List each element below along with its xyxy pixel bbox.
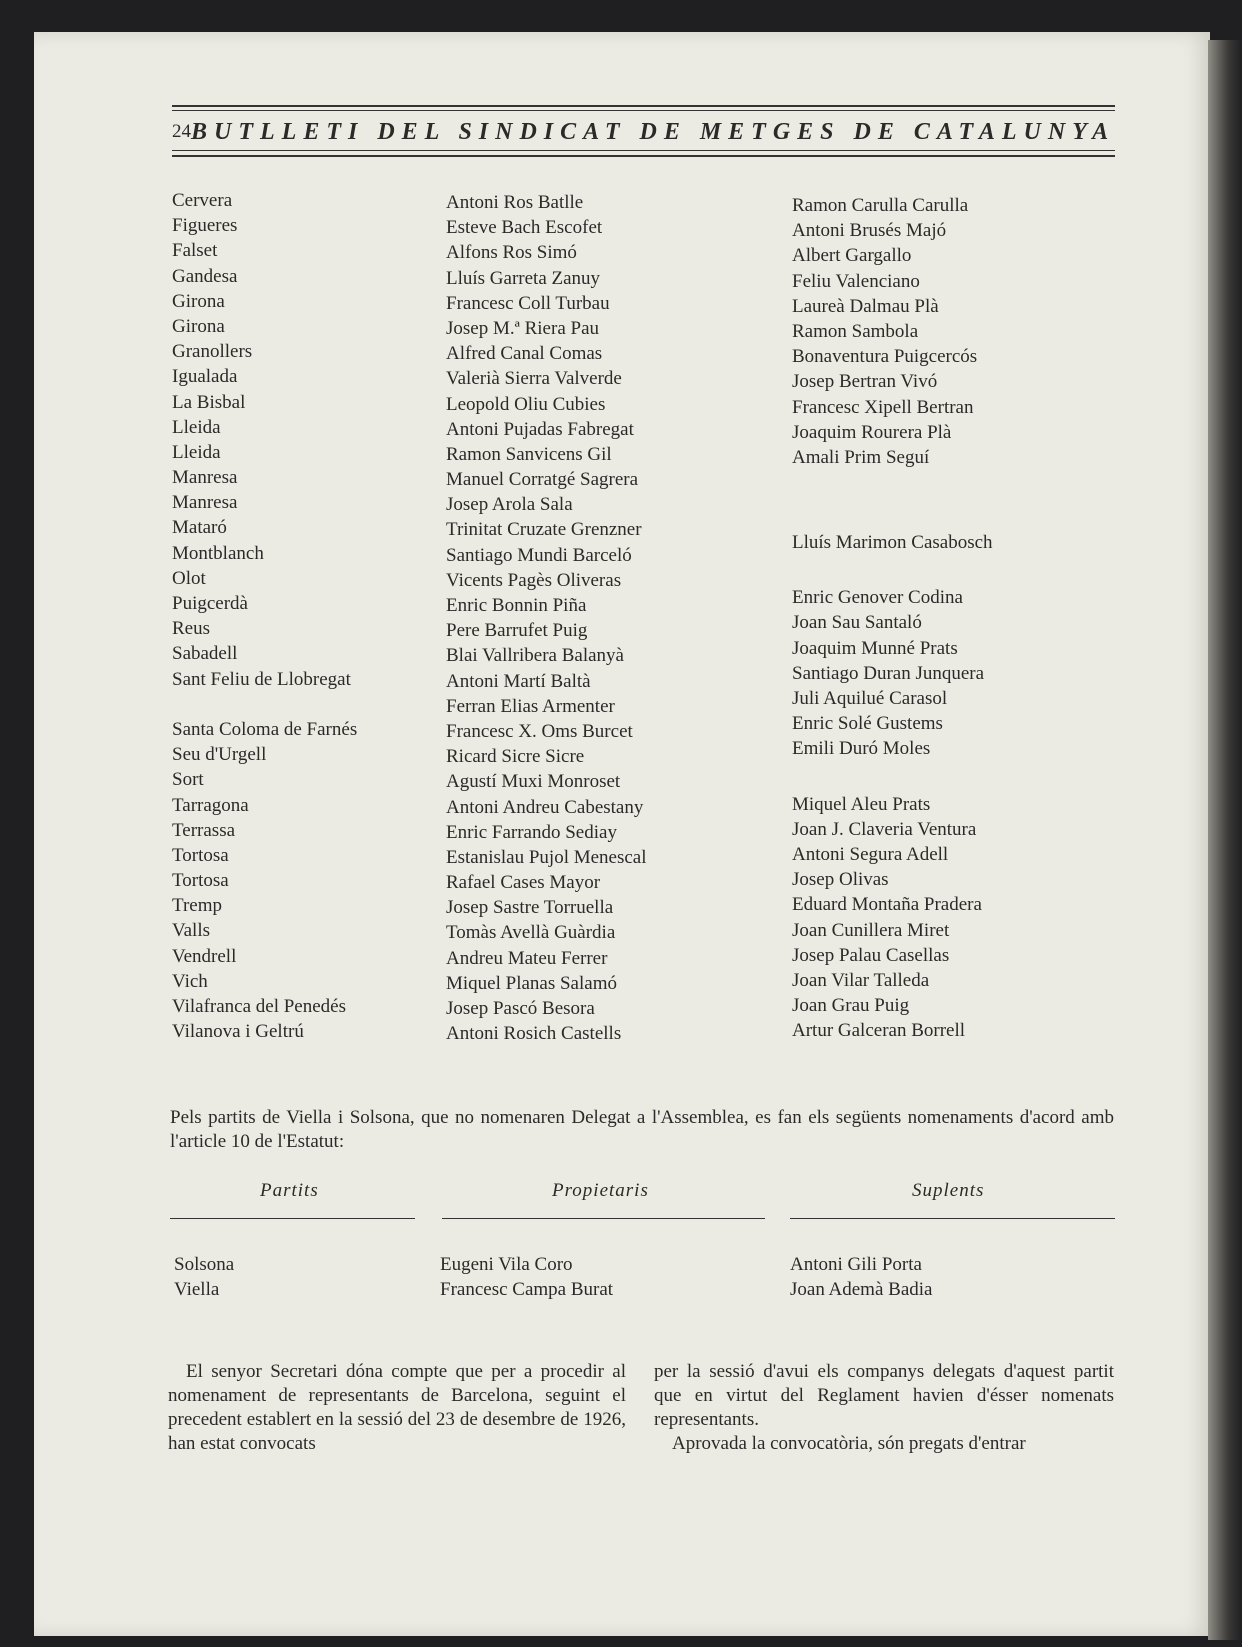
substitute-entry: Joan Sau Santaló [792,612,922,634]
owner-entry: Enric Farrando Sediay [446,821,617,843]
place-entry: Olot [172,567,206,589]
place-entry: Mataró [172,517,227,539]
blank-line [792,762,993,792]
owner-entry: Tomàs Avellà Guàrdia [446,922,616,944]
owner-entry: Agustí Muxi Monroset [446,771,621,793]
place-entry: Seu d'Urgell [172,744,267,766]
page-edge [1208,40,1242,1640]
substitute-entry: Ramon Sambola [792,320,919,342]
owner-entry: Esteve Bach Escofet [446,217,603,239]
owner-entry: Josep M.ª Riera Pau [446,317,600,339]
substitute-entry: Joaquim Rourera Plà [792,421,952,443]
place-entry: Vendrell [172,945,237,967]
closing-paragraph-left: El senyor Secretari dóna compte que per a procedir al nomenament de representants de Barcelona, seguint el precedent establert en la sessió del 23 de desembre de 1926, han estat convocats [168,1361,626,1454]
place-entry: Manresa [172,492,238,514]
table-header-partits: Partits [260,1180,319,1201]
place-entry: Vilanova i Geltrú [172,1021,304,1043]
table-cell: Francesc Campa Burat [440,1279,614,1300]
place-entry: Santa Coloma de Farnés [172,718,358,740]
owner-entry: Manuel Corratgé Sagrera [446,469,639,491]
owner-entry: Francesc Coll Turbau [446,292,610,314]
substitute-entry: Francesc Xipell Bertran [792,396,974,418]
substitute-entry: Albert Gargallo [792,245,912,267]
table-column-propietaris [440,1252,613,1302]
table-column-suplents [790,1252,932,1302]
substitute-entry: Antoni Brusés Majó [792,220,947,242]
place-entry: Sort [172,769,204,791]
substitute-entry: Enric Genover Codina [792,587,963,609]
owner-entry: Ferran Elias Armenter [446,695,615,717]
table-rule [790,1218,1115,1219]
owner-entry: Trinitat Cruzate Grenzner [446,519,642,541]
owner-entry: Josep Pascó Besora [446,998,595,1019]
place-entry: Vich [172,970,208,992]
blank-line [172,692,357,717]
substitute-entry: Santiago Duran Junquera [792,662,985,684]
owner-entry: Antoni Ros Batlle [446,192,584,213]
owner-entry: Francesc X. Oms Burcet [446,720,633,742]
place-entry: La Bisbal [172,391,246,413]
header-rule [172,105,1115,107]
header-rule [172,155,1115,157]
owner-entry: Vicents Pagès Oliveras [446,569,622,591]
header-rule [172,110,1115,111]
substitute-entry: Antoni Segura Adell [792,843,949,865]
place-entry: Figueres [172,215,238,237]
table-cell: Viella [174,1279,220,1300]
substitute-entry: Amali Prim Seguí [792,446,930,468]
owner-entry: Alfons Ros Simó [446,242,577,264]
substitute-entry: Laureà Dalmau Plà [792,295,939,317]
place-entry: Granollers [172,341,253,363]
owner-entry: Alfred Canal Comas [446,343,603,365]
table-rule [442,1218,765,1219]
substitute-entry: Ramon Carulla Carulla [792,195,969,216]
owner-entry: Ricard Sicre Sicre [446,746,585,768]
place-entry: Reus [172,618,210,640]
substitute-entry: Josep Bertran Vivó [792,371,938,393]
substitute-entry: Joan Vilar Talleda [792,969,930,991]
owner-entry: Lluís Garreta Zanuy [446,267,601,289]
place-entry: Valls [172,920,210,942]
substitute-entry: Feliu Valenciano [792,270,920,292]
owner-entry: Miquel Planas Salamó [446,972,617,994]
table-cell: Antoni Gili Porta [790,1254,922,1275]
substitute-entry: Josep Olivas [792,869,889,891]
places-column [172,188,357,1044]
closing-text: Aprovada la convocatòria, són pregats d'entrar [672,1433,1026,1454]
closing-paragraph-right [654,1360,1114,1456]
owner-entry: Antoni Rosich Castells [446,1023,622,1045]
substitute-entry: Josep Palau Casellas [792,944,950,966]
running-header [172,116,1115,148]
place-entry: Sabadell [172,643,238,665]
substitute-entry: Bonaventura Puigcercós [792,346,978,368]
substitute-entry: Joan J. Claveria Ventura [792,818,977,840]
substitutes-column [792,193,993,1043]
blank-line [792,555,993,585]
table-cell: Eugeni Vila Coro [440,1254,573,1275]
table-column-partits [174,1252,234,1302]
place-entry: Falset [172,240,218,262]
owner-entry: Antoni Andreu Cabestany [446,796,644,818]
owner-entry: Antoni Pujadas Fabregat [446,418,634,440]
table-header-suplents: Suplents [912,1180,985,1201]
owner-entry: Santiago Mundi Barceló [446,544,632,566]
blank-line [792,470,993,500]
place-entry: Montblanch [172,542,264,564]
place-entry: Vilafranca del Penedés [172,996,346,1017]
owner-entry: Ramon Sanvicens Gil [446,443,612,465]
blank-line [792,500,993,530]
place-entry: Tarragona [172,794,249,816]
journal-title: BUTLLETI DEL SINDICAT DE METGES DE CATALUNYA [191,118,1116,145]
table-cell: Solsona [174,1254,235,1275]
place-entry: Tortosa [172,870,229,892]
substitute-entry: Miquel Aleu Prats [792,793,931,815]
place-entry: Tremp [172,895,222,917]
substitute-entry: Joaquim Munné Prats [792,637,958,659]
place-entry: Igualada [172,366,238,388]
substitute-entry: Juli Aquilué Carasol [792,688,948,709]
owner-entry: Andreu Mateu Ferrer [446,947,608,969]
substitute-entry: Emili Duró Moles [792,738,931,760]
header-rule [172,150,1115,151]
owner-entry: Antoni Martí Baltà [446,670,591,692]
place-entry: Sant Feliu de Llobregat [172,668,351,690]
place-entry: Lleida [172,416,221,438]
table-rule [170,1218,415,1219]
substitute-entry: Eduard Montaña Pradera [792,894,982,916]
owner-entry: Estanislau Pujol Menescal [446,846,647,868]
place-entry: Manresa [172,467,238,489]
table-cell: Joan Ademà Badia [790,1279,933,1300]
owner-entry: Enric Bonnin Piña [446,595,587,616]
intro-paragraph: Pels partits de Viella i Solsona, que no nomenaren Delegat a l'Assemblea, es fan els següents nomenaments d'acord amb l'article 10 de l'Estatut: [170,1107,1114,1152]
place-entry: Terrassa [172,819,236,841]
owner-entry: Leopold Oliu Cubies [446,393,606,415]
page-number: 24 [172,121,191,142]
place-entry: Gandesa [172,265,238,287]
owner-entry: Pere Barrufet Puig [446,620,588,642]
owner-entry: Valerià Sierra Valverde [446,368,622,390]
place-entry: Lleida [172,441,221,463]
owner-entry: Josep Sastre Torruella [446,897,614,919]
owner-entry: Blai Vallribera Balanyà [446,645,624,667]
substitute-entry: Artur Galceran Borrell [792,1020,966,1042]
substitute-entry: Enric Solé Gustems [792,713,943,735]
substitute-entry: Joan Cunillera Miret [792,919,950,941]
closing-text: per la sessió d'avui els companys delegats d'aquest partit que en virtut del Reglament havien d'ésser nomenats representants. [654,1361,1114,1430]
place-entry: Cervera [172,190,233,211]
place-entry: Tortosa [172,844,229,866]
place-entry: Girona [172,315,225,337]
substitute-entry: Lluís Marimon Casabosch [792,532,993,554]
place-entry: Puigcerdà [172,593,248,614]
substitute-entry: Joan Grau Puig [792,995,910,1017]
owner-entry: Rafael Cases Mayor [446,872,601,894]
owner-entry: Josep Arola Sala [446,494,573,516]
place-entry: Girona [172,290,225,312]
owners-column [446,190,647,1046]
table-header-propietaris: Propietaris [552,1180,649,1201]
